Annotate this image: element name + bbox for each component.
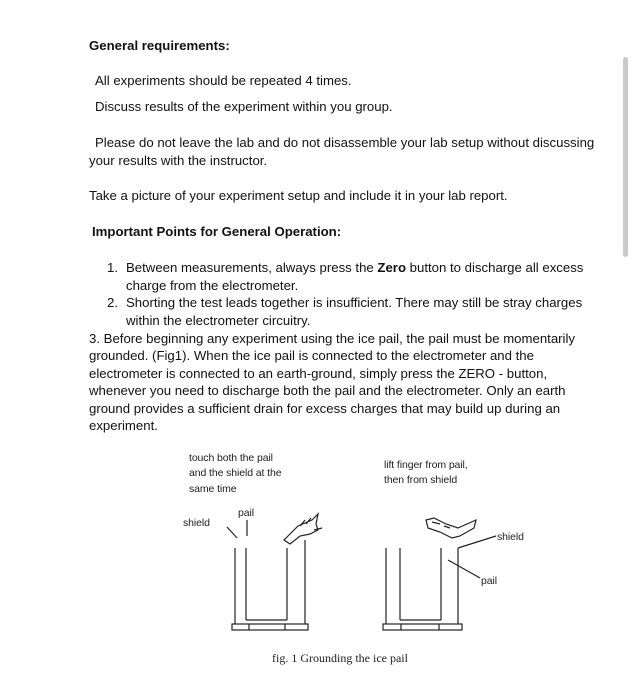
list-item-line: charge from the electrometer. xyxy=(126,278,299,293)
requirement-repeat: All experiments should be repeated 4 times. xyxy=(95,73,352,88)
requirement-leave-lab-line2: your results with the instructor. xyxy=(89,153,268,168)
label-shield-right: shield xyxy=(497,531,524,543)
label-pail-left: pail xyxy=(238,507,254,519)
requirement-leave-lab-line1: Please do not leave the lab and do not disassemble your lab setup without discussing xyxy=(95,135,595,150)
general-requirements-heading: General requirements: xyxy=(89,38,230,53)
paragraph-line: whenever you need to discharge both the pail and the electrometer. Only an earth xyxy=(89,383,566,398)
zero-emphasis: Zero xyxy=(377,260,406,275)
left-instruction-line: and the shield at the xyxy=(189,467,282,479)
paragraph-line: experiment. xyxy=(89,418,158,433)
left-apparatus xyxy=(227,514,322,630)
list-item-number: 1. xyxy=(107,260,118,275)
right-apparatus xyxy=(383,518,496,630)
paragraph-line: 3. Before beginning any experiment using the ice pail, the pail must be momentarily xyxy=(89,331,576,346)
list-item-line: Between measurements, always press the Zero button to discharge all excess xyxy=(126,260,584,275)
important-points-heading: Important Points for General Operation: xyxy=(92,224,342,239)
paragraph-line: grounded. (Fig1). When the ice pail is connected to the electrometer and the xyxy=(89,348,534,363)
right-instruction-line: lift finger from pail, xyxy=(384,459,468,471)
figure-caption: fig. 1 Grounding the ice pail xyxy=(272,651,408,665)
list-item-line: Shorting the test leads together is insufficient. There may still be stray charges xyxy=(126,295,583,310)
right-instruction-line: then from shield xyxy=(384,474,458,486)
requirement-discuss: Discuss results of the experiment within you group. xyxy=(95,99,393,114)
label-pail-right: pail xyxy=(481,575,497,587)
label-shield-left: shield xyxy=(183,517,210,529)
left-instruction-line: same time xyxy=(189,483,237,495)
requirement-picture: Take a picture of your experiment setup and include it in your lab report. xyxy=(89,188,508,203)
list-item-number: 2. xyxy=(107,295,118,310)
left-instruction-line: touch both the pail xyxy=(189,452,273,464)
paragraph-line: ground provides a sufficient drain for excess charges that may build up during an xyxy=(89,401,561,416)
paragraph-line: electrometer is connected to an earth-ground, simply press the ZERO - button, xyxy=(89,366,548,381)
list-item-line: within the electrometer circuitry. xyxy=(126,313,311,328)
